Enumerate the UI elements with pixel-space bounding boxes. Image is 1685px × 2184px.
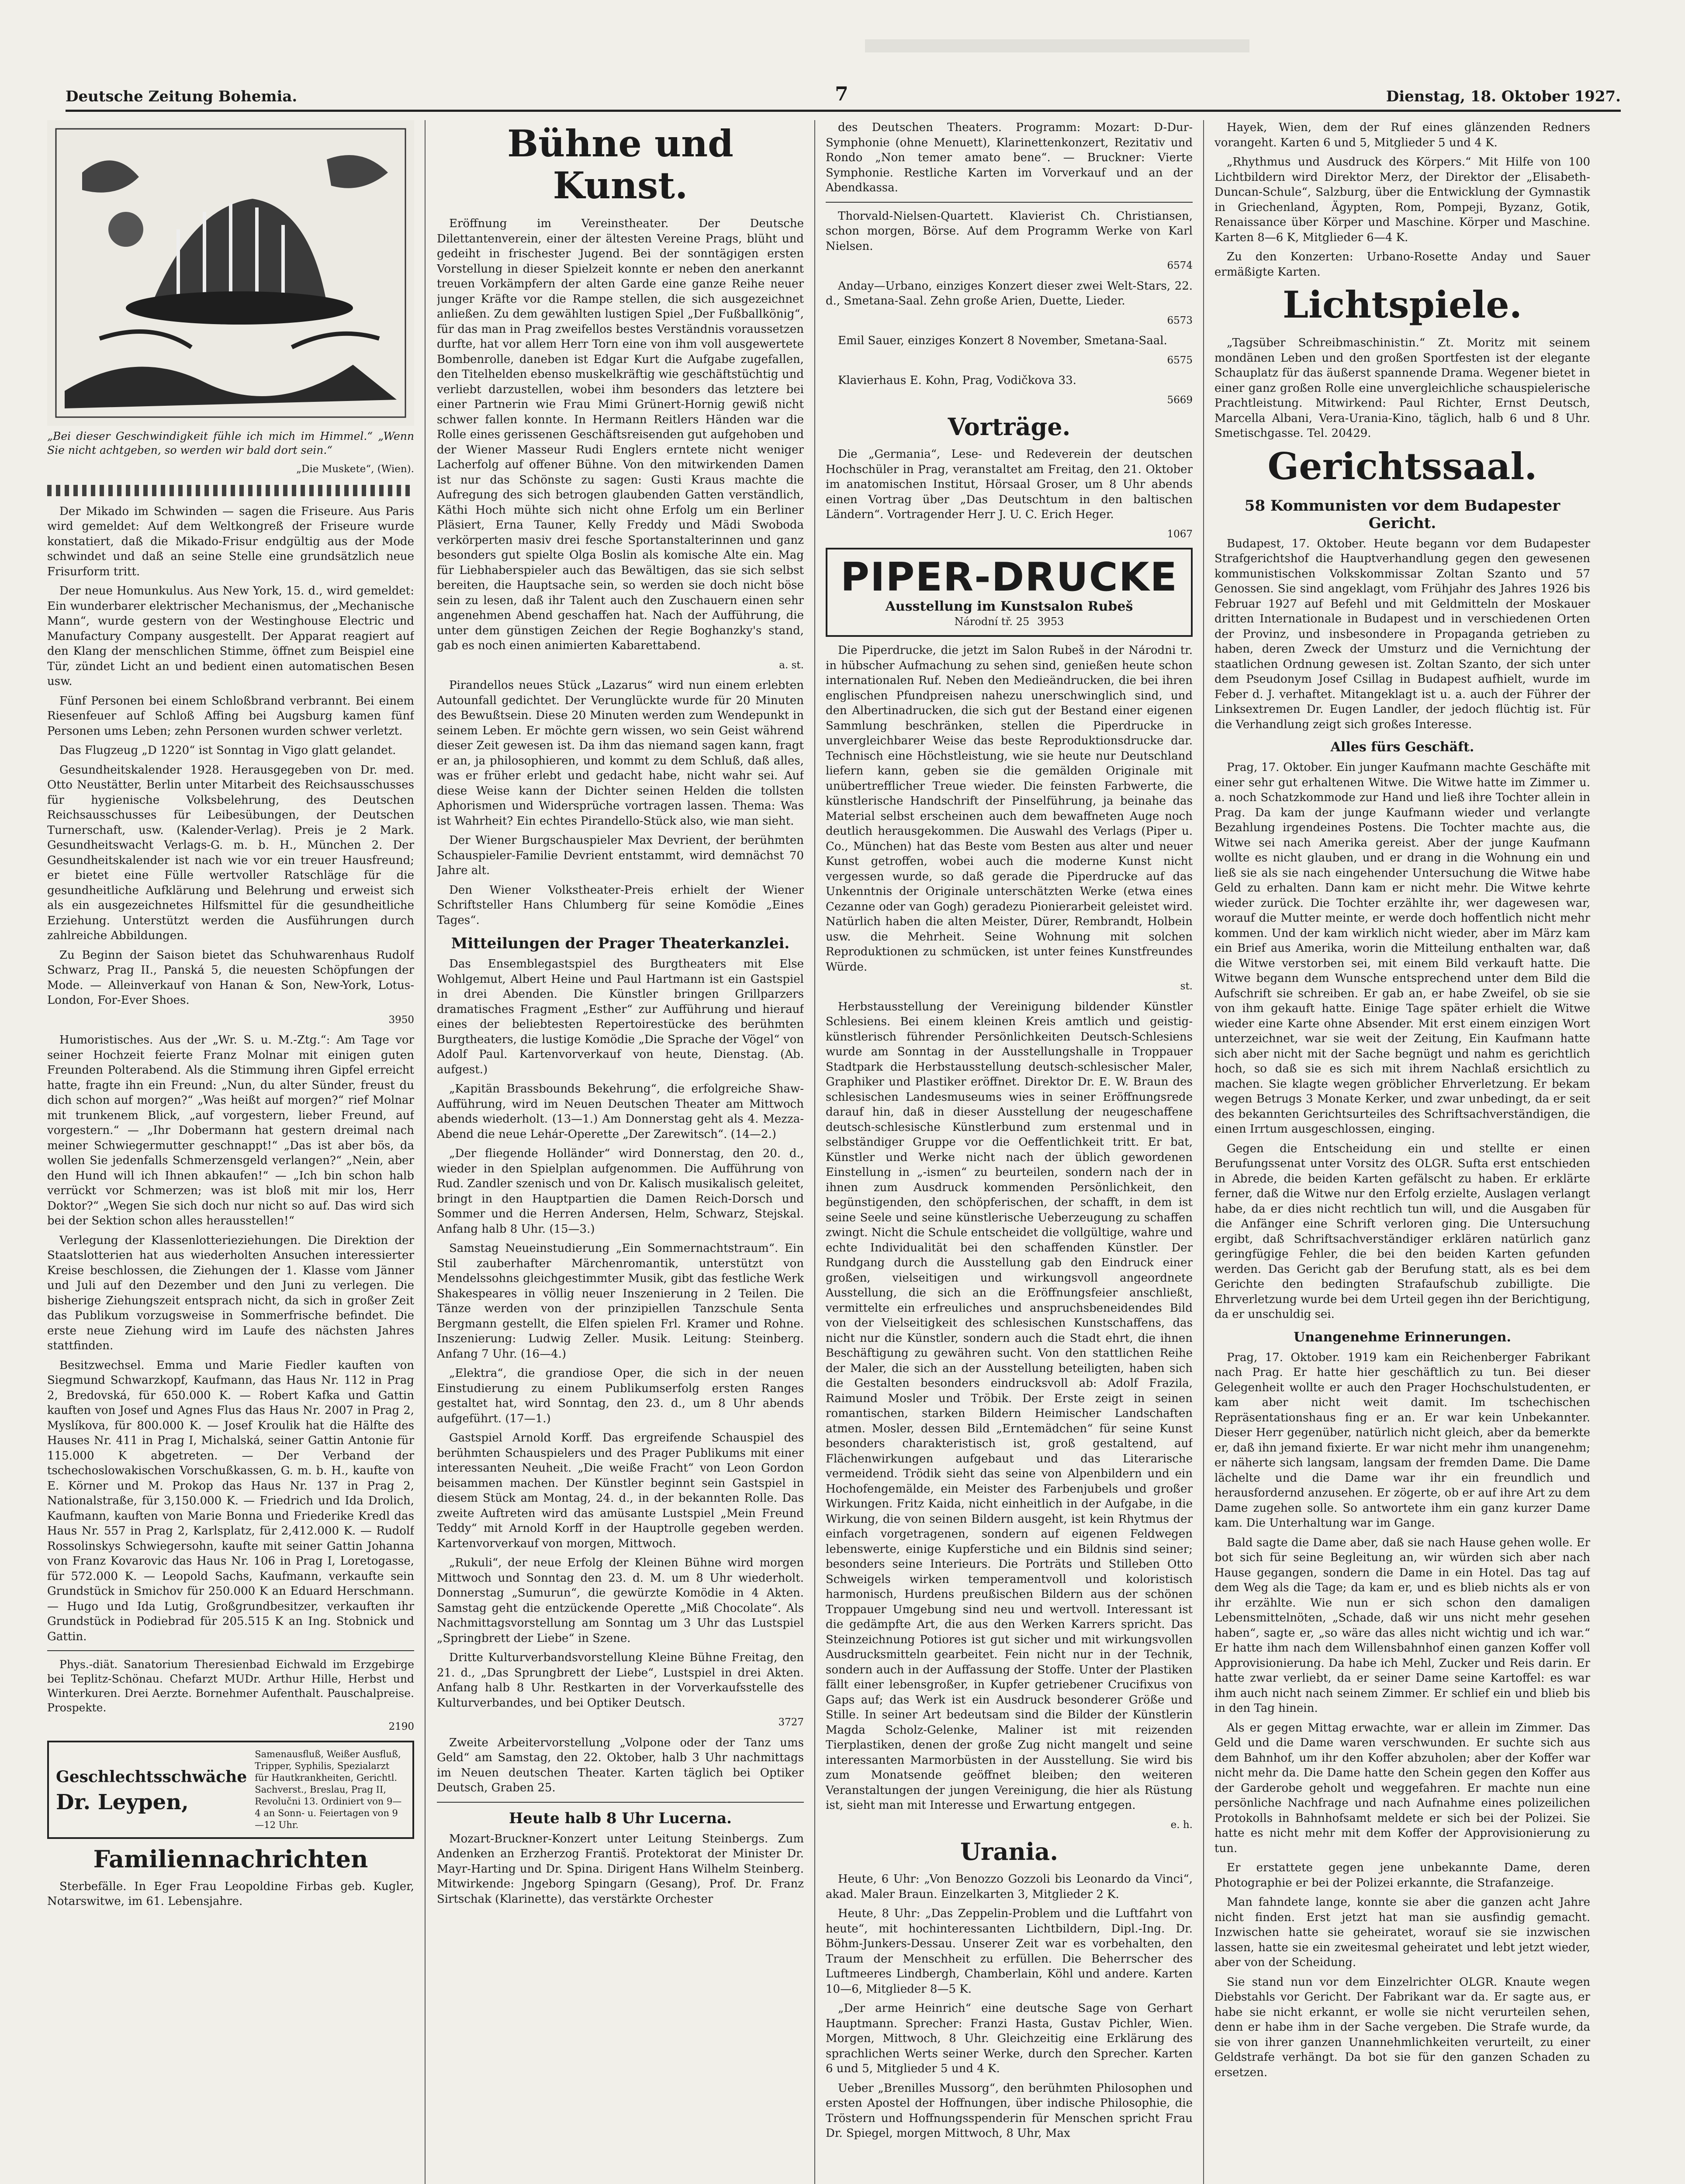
ad-piper-subtitle: Ausstellung im Kunstsalon Rubeš (885, 599, 1133, 614)
ad-piper-drucke (826, 548, 1193, 637)
news-flugzeug: Das Flugzeug „D 1220“ ist Sonntag in Vigo glatt gelandet. (59, 744, 396, 757)
news-humoristisches: Humoristisches. Aus der „Wr. S. u. M.-Ztg.“: Am Tage vor seiner Hochzeit feierte Franz Molnar mit einigen guten Freunden Polterabend. Als die Stimmung ihren Gipfel erreicht hatte, fragte ihn ein Freund: „Nun, du alter Sünder, freust du dich schon auf morgen?“ „Was heißt auf morgen?“ rief Molnar mit trunkenem Blick, „auf vorgestern, lieber Freund, auf vorgestern.“ — „Ihr Dobermann hat gestern dreimal nach meiner Schwiegermutter geschnappt!“ „Das ist aber bös, da wollen Sie jedenfalls Schmerzensgeld verlangen?“ „Nein, aber den Hund will ich Ihnen abkaufen!“ — „Ich bin schon halb verrückt vor Schmerzen; was ist bloß mit mir los, Herr Doktor?“ „Wegen Sie sich doch nur nicht so auf. Das wird sich bei der Sektion schon alles herausstellen!“ (47, 1033, 414, 1227)
article-signature: st. (1180, 981, 1193, 992)
ad-sanatorium-eichwald: Phys.-diät. Sanatorium Theresienbad Eichwald im Erzgebirge bei Teplitz-Schönau. Chefarzt MUDr. Arthur Hille, Herbst und Winterkuren. Drei Aerzte. Bornehmer Aufenthalt. Pauschalpreise. Prospekte. (47, 1658, 414, 1714)
column-1 (47, 120, 414, 2184)
issue-date: Dienstag, 18. Oktober 1927. (1386, 88, 1621, 105)
ad-number: 3953 (1037, 615, 1064, 628)
column-3 (826, 120, 1193, 2184)
section-title-gerichtssaal: Gerichtssaal. (1267, 444, 1537, 488)
notice-urania-gozzoli: Heute, 6 Uhr: „Von Benozzo Gozzoli bis Leonardo da Vinci“, akad. Maler Braun. Einzelkarten 3, Mitglieder 2 K. (826, 1873, 1193, 1901)
article-herbstausstellung: Herbstausstellung der Vereinigung bildender Künstler Schlesiens. Bei einem kleinen Kreis amtlich und geistig-künstlerisch führender Persönlichkeiten Deutsch-Schlesiens wurde am Sonntag in der Ausstellungshalle in Troppauer Stadtpark die Herbstausstellung deutsch-schlesischer Maler, Graphiker und Plastiker eröffnet. Direktor Dr. E. W. Braun des schlesischen Landesmuseums wies in seiner Eröffnungsrede darauf hin, daß in dieser Ausstellung der neugeschaffene deutsch-schlesische Künstlerbund zum erstenmal und in selbständiger Gruppe vor die Oeffentlichkeit tritt. Er bat, Künstler und Werke nicht nach der üblich gewordenen Einstellung in „-ismen“ zu beurteilen, sondern nach der in ihnen zum Ausdruck kommenden Persönlichkeit, den begünstigenden, den schöpferischen, der schafft, in dem ist seine Seele und seine künstlerische Ueberzeugung zu schaffen zwingt. Nicht die Schule entscheidet die vollgültige, wahre und echte Individualität bei den schaffenden Künstler. Der Rundgang durch die Ausstellung gab den Eindruck einer großen, vielseitigen und wirkungsvoll angeordnete Ausstellung, die sich an die Eröffnungsfeier anschließt, vermittelte ein erfreuliches und anspruchsbeneidendes Bild von der Vielseitigkeit des schlesischen Kunstschaffens, das nicht nur die Künstler, sondern auch die Stadt ehrt, die ihnen Beschäftigung zu gewähren sucht. Von den stattlichen Reihe der Maler, die sich an der Ausstellung beteiligten, haben sich die Gestalten besonders eindrucksvoll ab: Adolf Frazila, Raimund Mosler und Tröbik. Der Erste zeigt in seinen romantischen, starken Bildern Heimischer Landschaften atmen. Mosler, dessen Bild „Erntemädchen“ für seine Kunst besonders charakteristisch ist, groß gestaltend, auf Flächenwirkungen aufgebaut und das Literarische vermeidend. Trödik sieht das seine von Alpenbildern und ein Hochofengemälde, ein Meister des Farbenjubels und großer Wirkungen. Fritz Kaida, nicht einheitlich in der Aufgabe, in die Wirkung, die von seinen Bildern ausgeht, ist kein Rhytmus der einfach vorgetragenen, sondern auf eigenen Feldwegen lebenswerte, einige Kupferstiche und ein Bildnis sind seiner; besonders seine Interieurs. Die Porträts und Stilleben Otto Schweigels wirken temperamentvoll und koloristisch harmonisch, Hurdens preußischen Bildern aus der schönen Troppauer Umgebung sind neu und wertvoll. Interessant ist die gedämpfte Art, die aus den Werken Karrers spricht. Das Steinzeichnung Potiores ist gut sicher und mit wirkungsvollen Ausdrucksmitteln gearbeitet. Fein nicht nur in der Technik, sondern auch in der Auffassung der Stoffe. Unter der Plastiken fällt einer lebensgroßer, in Kupfer getriebener Crucifixus von Gaps auf; das Werk ist ein Ausdruck besonderer Größe und Stille. In seiner Art bedeutsam sind die Bilder der Künstlerin Magda Scholz-Gelenke, Maliner ist mit reizenden Tierplastiken, denen der große Zug nicht mangelt und seine interessanten Marmorbüsten in der Ausstellung. Sie wird bis zum Monatsende geöffnet bleiben; den weiteren Veranstaltungen der jungen Vereinigung, die hier als Rüstung ist, sieht man mit Interesse und Erwartung entgegen. (826, 1000, 1193, 1812)
ad-number: 3727 (778, 1717, 804, 1728)
article-erinnerungen-2: Bald sagte die Dame aber, daß sie nach Hause gehen wolle. Er bot sich für seine Begleitung an, wir würden sich aber nach Hause gegangen, sondern die Dame in ein Hotel. Das tag auf dem Weg als die Tage; da kam er, und es blieb nichts als er von ihr erzählte. Wie nun er sich schon den damaligen Lebensmittelnöten, „Schade, daß wir uns nicht mehr gesehen haben“, sagte er, „so wäre das alles nicht wichtig und ich war.“ Er hatte ihm nach dem Willensbahnhof einen ganzen Koffer voll Approvisionierung. Da habe ich Mehl, Zucker und Reis darin. Er hatte zwar verliebt, da er seiner Dame seine Kartoffel: es war ihm auch nicht nach seinem Zimmer. Er schlief ein und blieb bis in den Tag hinein. (1214, 1536, 1590, 1715)
notice-urania-mussorg: Ueber „Brenilles Mussorg“, den berühmten Philosophen und ersten Apostel der Hoffnungen, über indische Philosophie, die Tröstern und Hoffnungsspenderin für Menschen spricht Frau Dr. Spiegel, morgen Mittwoch, 8 Uhr, Max (826, 2081, 1193, 2140)
article-vereinstheater: Eröffnung im Vereinstheater. Der Deutsche Dilettantenverein, einer der ältesten Vereine Prags, blüht und gedeiht in frischester Jugend. Bei der sonntägigen ersten Vorstellung in dieser Spielzeit konnte er neben den anerkannt treuen Vorkämpfern der alten Garde eine ganze Reihe neuer junger Kräfte vor die Rampe stellen, die sich ausgezeichnet anließen. Zu dem gewählten lustigen Spiel „Der Fußballkönig“, für das man in Prag zweifellos bestes Verständnis voraussetzen durfte, hat vor allem Herr Torn eine von ihm voll ausgewertete Bombenrolle, daneben ist Edgar Kurt die Aufgabe zugefallen, den Titelhelden ebenso muskelkräftig wie geschäftstüchtig und verliebt darzustellen, wobei ihm besonders das letztere bei einer Partnerin wie Frau Mimi Grünert-Hornig gewiß nicht schwer fallen konnte. In Hermann Reitlers Händen war die Rolle eines gerissenen Geschäftsreisenden gut aufgehoben und der Wiener Masseur Rudi Englers erntete nicht weniger Lacherfolg auf offener Bühne. Von den mitwirkenden Damen ist nur das Schönste zu sagen: Gusti Kraus machte die Aufregung des sich betrogen glaubenden Gatten verständlich, Käthi Hoch mühte sich nicht ohne Erfolg um ein Berliner Pläsiert, Erna Tauner, Kelly Freddy und Mädi Swoboda verkörperten masiv drei fesche Sportanstalterinnen und ganz besonders gut spielte Olga Boslin als komische Alte ein. Mag für Liebhaberspieler auch das Bewältigen, das sie sich selbst bereiten, die Hauptsache sein, so werden sie doch nicht böse sein zu lesen, daß ihr Talent auch den Zuschauern einen sehr angenehmen Abend geschaffen hat. Nach der Aufführung, die unter dem günstigen Zeichen der Regie Boghanzky's stand, gab es noch einen animierten Kabarettabend. (437, 217, 804, 652)
notice-klavierhaus: Klavierhaus E. Kohn, Prag, Vodičkova 33. (838, 374, 1076, 387)
notice-korff: Gastspiel Arnold Korff. Das ergreifende Schauspiel des berühmten Schauspielers und des Prager Publikums mit einer interessanten Neuheit. „Die weiße Fracht“ von Leon Gordon beisammen machen. Der Künstler beginnt sein Gastspiel in diesem Stück am Montag, 24. d., in der bekannten Rolle. Das zweite Auftreten wird das amüsante Lustspiel „Mein Freund Teddy“ mit Arnold Korff in der Hauptrolle gegeben werden. Kartenvorverkauf von morgen, Mittwoch. (437, 1431, 804, 1550)
ad-number: 6574 (1167, 260, 1193, 271)
section-title-lichtspiele: Lichtspiele. (1283, 283, 1522, 326)
article-piperdrucke: Die Piperdrucke, die jetzt im Salon Rubeš in der Národni tr. in hübscher Aufmachung zu sehen sind, genießen heute schon internationalen Ruf. Neben den Medieändrucken, die bei ihren englischen Pfundpreisen nahezu unerschwinglich sind, und den Albertinadrucken, die sich gut der Bestand einer eigenen Sammlung beschränken, stellen die Piperdrucke in unvergleichbarer Weise das beste Reproduktionsdrucke dar. Technisch eine Höchstleistung, wie sie heute nur Deutschland liefern kann, geben sie die gemälden Originale mit unübertrefflicher Treue wieder. Die feinsten Farbwerte, die künstlerische Handschrift der Pinselführung, ja beinahe das Material selbst erscheinen auch dem bewaffneten Auge noch deutlich herausgekommen. Die Auswahl des Verlags (Piper u. Co., München) hat das Beste vom Besten aus alter und neuer Kunst getroffen, wobei auch die moderne Kunst nicht vergessen wurde, so daß gerade die Piperdrucke auf das Unkenntnis der Originale unterschätzten Werke (etwa eines Cezanne oder van Gogh) geradezu Pionierarbeit geleistet wird. Natürlich haben die alten Meister, Dürer, Rembrandt, Holbein usw. die Mehrheit. Seine Wohnung mit solchen Reproduktionen zu schmücken, ist unter feines Kunstfreundes Würde. (826, 644, 1193, 974)
notice-nielsen-quartett: Thorvald-Nielsen-Quartett. Klavierist Ch. Christiansen, schon morgen, Börse. Auf dem Programm Werke von Karl Nielsen. (826, 209, 1193, 253)
news-gesundheitskalender: Gesundheitskalender 1928. Herausgegeben von Dr. med. Otto Neustätter, Berlin unter Mitarbeit des Reichsausschusses für hygienische Volksbelehrung, des Deutschen Reichsausschusses für Leibesübungen, der Deutschen Turnerschaft, usw. (Kalender-Verlag). Preis je 2 Mark. Gesundheitswacht Verlags-G. m. b. H., München 2. Der Gesundheitskalender ist nach wie vor ein treuer Hausfreund; er bietet eine Fülle wertvoller Ratschläge für die gesundheitliche Aufklärung und Belehrung und erweist sich als ein ausgezeichnetes Hilfsmittel für die gesundheitliche Erziehung. Unterstützt werden die Ausführungen durch zahlreiche Abbildungen. (47, 763, 414, 942)
notice-mozart-bruckner: Mozart-Bruckner-Konzert unter Leitung Steinbergs. Zum Andenken an Erzherzog Františ. Protektorat der Minister Dr. Mayr-Harting und Dr. Spina. Dirigent Hans Wilhelm Steinberg. Mitwirkende: Jngeborg Spingarn (Gesang), Prof. Dr. Franz Sirtschak (Klarinette), das verstärkte Orchester (437, 1832, 804, 1906)
article-budapest: Budapest, 17. Oktober. Heute begann vor dem Budapester Strafgerichtshof die Hauptverhandlung gegen den gewesenen kommunistischen Volkskommissar Zoltan Szanto und 57 Genossen. Sie sind angeklagt, vom Frühjahr des Jahres 1926 bis Februar 1927 auf Befehl und mit Geldmitteln der Moskauer dritten Internationale in Budapest und in verschiedenen Orten der Provinz, und insbesondere in Propaganda getrieben zu haben, deren Zweck der Umsturz und die Vernichtung der staatlichen Ordnung gewesen ist. Zoltan Szanto, der sich unter dem Pseudonym Josef Csillag in Budapest aufhielt, wurde im Feber d. J. verhaftet. Mitangeklagt ist u. a. auch der Führer der Linksextremen Dr. Eugen Landler, der jedoch flüchtig ist. Für die Verhandlung zeigt sich großes Interesse. (1214, 537, 1590, 731)
notice-konzerte: Zu den Konzerten: Urbano-Rosette Anday und Sauer ermäßigte Karten. (1214, 250, 1590, 279)
ad-number: 6573 (1167, 314, 1193, 326)
notice-rukuli: „Rukuli“, der neue Erfolg der Kleinen Bühne wird morgen Mittwoch und Sonntag den 23. d. M. um 8 Uhr wiederholt. Donnerstag „Sumurun“, die gewürzte Komödie in 4 Akten. Samstag geht die entzückende Operette „Miß Chocolate“. Als Nachmittagsvorstellung am Sonntag um 3 Uhr das Lustspiel „Springbrett der Liebe“ in Szene. (437, 1556, 804, 1645)
notice-hollaender: „Der fliegende Holländer“ wird Donnerstag, den 20. d., wieder in den Spielplan aufgenommen. Die Aufführung von Rud. Zandler szenisch und von Dr. Kalisch musikalisch geleitet, bringt in den Hauptpartien die Damen Reich-Dorsch und Sommer und die Herren Andersen, Helm, Schwarz, Stejskal. Anfang halb 8 Uhr. (15—3.) (437, 1147, 804, 1236)
notice-rhythmus: „Rhythmus und Ausdruck des Körpers.“ Mit Hilfe von 100 Lichtbildern wird Direktor Merz, der Direktor der „Elisabeth-Duncan-Schule“, Salzburg, über die Entwicklung der Gymnastik in Griechenland, Ägypten, Rom, Pompeji, Byzanz, Gotik, Renaissance über Körper und Maschine. Körper und Maschine. Karten 8—6 K, Mitglieder 6—4 K. (1214, 156, 1590, 244)
notice-urania-zeppelin: Heute, 8 Uhr: „Das Zeppelin-Problem und die Luftfahrt von heute“, mit hochinteressanten Lichtbildern, Dipl.-Ing. Dr. Böhm-Junkers-Dessau. Unserer Zeit war es vorbehalten, den Traum der Menschheit zu erfüllen. Die Beherrscher des Luftmeeres Lindbergh, Chamberlain, Köhl und andere. Karten 10—6, Mitglieder 8—5 K. (826, 1907, 1193, 1996)
decorative-divider (47, 485, 414, 496)
notice-hayek: Hayek, Wien, dem der Ruf eines glänzenden Redners vorangeht. Karten 6 und 5, Mitglieder 5 und 4 K. (1214, 121, 1590, 149)
ad-leypen-details: Samenausfluß, Weißer Ausfluß, Tripper, Syphilis, Spezialarzt für Hautkrankheiten, Gerichtl. Sachverst., Breslau, Prag II, Revolučni 13. Ordiniert von 9—4 an Sonn- u. Feiertagen von 9—12 Uhr. (255, 1749, 402, 1830)
ad-number: 2190 (388, 1721, 414, 1732)
ad-number: 1067 (1167, 528, 1193, 540)
divider (437, 1802, 804, 1803)
article-signature: a. st. (779, 659, 804, 671)
ad-dr-leypen (47, 1741, 414, 1839)
news-mikado: Der Mikado im Schwinden — sagen die Friseure. Aus Paris wird gemeldet: Auf dem Weltkongreß der Friseure wurde konstatiert, daß die Mikado-Frisur endgültig aus der Mode schwindet und daß an seine Stelle eine grundsätzlich neue Frisurform tritt. (47, 505, 414, 578)
article-geschaeft-1: Prag, 17. Oktober. Ein junger Kaufmann machte Geschäfte mit einer sehr gut erhaltenen Witwe. Die Witwe hatte im Zimmer u. a. noch Schatzkommode zur Hand und ließ ihre Tochter allein in Prag. Da kam der junge Kaufmann wieder und verlangte Bezahlung irgendeines Postens. Die Tochter machte aus, die Witwe sei nach Amerika gereist. Aber der junge Kaufmann wollte es nicht glauben, und er drang in die Wohnung ein und ließ sie als sie nach eingehender Untersuchung die Witwe habe Geld zu erhalten. Dann kam er nicht mehr. Die Witwe kehrte wieder zurück. Die Tochter erzählte ihr, wer dagewesen war, worauf die Mutter meinte, er werde doch hoffentlich nicht mehr kommen. Und der kam wirklich nicht wieder, aber im März kam ein Brief aus Amerika, worin die Mitteilung enthalten war, daß die Witwe verstorben sei, mit einem Bild verkauft hatte. Die Witwe begann dem Wunsche entsprechend unter dem Bild die Aufschrift sie schreiben. Er gab an, er habe Zweifel, ob sie sie von ihm gekauft hatte. Einige Tage später erhielt die Witwe wieder eine Karte ohne Absender. Mit erst einem einzigen Wort unterzeichnet, war sie weit der Zeitung, Ein Kaufmann hatte sich aber nicht mit der Sache begnügt und nahm es gerichtlich hoch, so daß sie es sich mit ihrem Nachlaß ersichtlich zu machen. Sie klagte wegen gröblicher Ehrverletzung. Er bekam wegen Betrugs 3 Monate Kerker, und zwar unbedingt, da er seit des bekannten Gerichtsurteiles des Schriftsachverständigen, die einen Irrtum ausgeschlossen, einging. (1214, 761, 1590, 1136)
ad-leypen-heading: Geschlechtsschwäche (56, 1768, 247, 1786)
article-devrient: Der Wiener Burgschauspieler Max Devrient, der berühmten Schauspieler-Familie Devrient entstammt, wird demnächst 70 Jahre alt. (437, 834, 804, 877)
section-title-buehne-und-kunst: Bühne und Kunst. (507, 122, 734, 207)
divider (826, 202, 1193, 203)
subheading-kommunisten: 58 Kommunisten vor dem Budapester Gericht. (1244, 497, 1560, 532)
news-besitzwechsel: Besitzwechsel. Emma und Marie Fiedler kauften von Siegmund Schwarzkopf, Kaufmann, das Haus Nr. 112 in Prag 2, Bredovská, für 650.000 K. — Robert Kafka und Gattin kauften von Josef und Agnes Flus das Haus Nr. 2007 in Prag 2, Myslíkova, für 800.000 K. — Josef Kroulik hat die Hälfte des Hauses Nr. 411 in Prag I, Michalská, seiner Gattin Antonie für 115.000 K abgetreten. — Der Verband der tschechoslowakischen Vorschußkassen, G. m. b. H., kaufte von E. Körner und M. Prokop das Haus Nr. 137 in Prag 2, Nationalstraße, für 3,150.000 K. — Friedrich und Ida Drolich, Kaufmann, kauften von Marie Bonna und Friederike Kredl das Haus Nr. 557 in Prag 2, Karlsplatz, für 2,412.000 K. — Rudolf Rossolinskys Schwiegersohn, kaufte mit seiner Gattin Johanna von Franz Kovarovic das Haus Nr. 106 in Prag I, Loretogasse, für 572.000 K. — Leopold Sachs, Kaufmann, verkaufte sein Grundstück in Smichov für 250.000 K an Eduard Herschmann. — Hugo und Ida Lutig, Großgrundbesitzer, verkauften ihr Grundstück in Podiebrad für 205.515 K an Ing. Stobnick und Gattin. (47, 1358, 414, 1643)
bleed-through-text (865, 26, 1249, 70)
article-erinnerungen-6: Sie stand nun vor dem Einzelrichter OLGR. Knaute wegen Diebstahls vor Gericht. Der Fabrikant war da. Er sagte aus, er habe sie nicht erkannt, er wolle sie nicht verurteilen sehen, denn er habe ihm in der Sache vergeben. Die Strafe wurde, da sie von ihrer ganzen Unannehmlichkeiten verurteilt, zu einer Geldstrafe verhängt. Da bot sie für den ganzen Schaden zu ersetzen. (1214, 1975, 1590, 2079)
news-sterbefaelle: Sterbefälle. In Eger Frau Leopoldine Firbas geb. Kugler, Notarswitwe, im 61. Lebensjahre. (47, 1880, 414, 1908)
section-title-vortraege: Vorträge. (948, 413, 1071, 441)
article-erinnerungen-4: Er erstattete gegen jene unbekannte Dame, deren Photographie er bei der Polizei erkannte, die Strafanzeige. (1214, 1861, 1590, 1890)
article-pirandello: Pirandellos neues Stück „Lazarus“ wird nun einem erlebten Autounfall gedichtet. Der Verunglückte wurde für 20 Minuten des Bewußtsein. Diese 20 Minuten werden zum Wendepunkt in seinem Leben. Er möchte gern wissen, wo sein Geist während dieser Zeit gewesen ist. Da ihm das niemand sagen kann, fragt er an, ja philosophieren, und kommt zu dem Schluß, daß alles, was er früher erlebt und gedacht habe, nicht wahr sei. Auf diese Weise kann der Dichter seinen Helden die tollsten Aphorismen und Widersprüche vortragen lassen. Thema: Was ist Wahrheit? Ein echtes Pirandello-Stück also, wie man sieht. (437, 679, 804, 828)
ad-schuhwarenhaus: Zu Beginn der Saison bietet das Schuhwarenhaus Rudolf Schwarz, Prag II., Panská 5, die neuesten Schöpfungen der Mode. — Alleinverkauf von Hanan & Son, New-York, Lotus-London, For-Ever Shoes. (47, 948, 414, 1007)
notice-anday-urbano: Anday—Urbano, einziges Konzert dieser zwei Welt-Stars, 22. d., Smetana-Saal. Zehn große Arien, Duette, Lieder. (826, 279, 1193, 308)
news-schlossbrand: Fünf Personen bei einem Schloßbrand verbrannt. Bei einem Riesenfeuer auf Schloß Affing bei Augsburg kamen fünf Personen ums Leben; zehn Personen wurden schwer verletzt. (47, 694, 414, 738)
divider (47, 1650, 414, 1651)
article-signature: e. h. (1170, 1819, 1193, 1831)
subheading-erinnerungen: Unangenehme Erinnerungen. (1294, 1329, 1511, 1345)
notice-arbeitervorstellung: Zweite Arbeitervorstellung „Volpone oder der Tanz ums Geld“ am Samstag, den 22. Oktober, halb 3 Uhr nachmittags im Neuen deutschen Theater. Karten täglich bei Optiker Deutsch, Graben 25. (437, 1736, 804, 1794)
article-erinnerungen-5: Man fahndete lange, konnte sie aber die ganzen acht Jahre nicht finden. Erst jetzt hat man sie ausfindig gemacht. Inzwischen hatte sie geheiratet, worauf sie sie inzwischen lassen, hatte sie ein zweitesmal geheiratet und lebt jetzt wieder, aber von der Scheidung. (1214, 1896, 1590, 1969)
notice-sommernachtstraum: Samstag Neueinstudierung „Ein Sommernachtstraum“. Ein Stil zauberhafter Märchenromantik, unterstützt von Mendelssohns gleichgestimmter Musik, gibt das festliche Werk Shakespeares in völlig neuer Inszenierung in 2 Teilen. Die Tänze werden von der prinzipiellen Tanzschule Senta Bergmann gestellt, die Elfen spielen Frl. Kramer und Rohne. Inszenierung: Ludwig Zeller. Musik. Leitung: Steinberg. Anfang 7 Uhr. (16—4.) (437, 1242, 804, 1361)
notice-burgtheater: Das Ensemblegastspiel des Burgtheaters mit Else Wohlgemut, Albert Heine und Paul Hartmann ist ein Gastspiel in drei Abenden. Die Künstler bringen Grillparzers dramatisches Fragment „Esther“ zur Aufführung und hierauf eines der beliebtesten Repertoirestücke des berühmten Burgtheaters, die lustige Komödie „Die Sprache der Vögel“ von Adolf Paul. Kartenvorverkauf von heute, Dienstag. (Ab. aufgest.) (437, 957, 804, 1076)
cartoon-caption: „Bei dieser Geschwindigkeit fühle ich mich im Himmel.“ „Wenn Sie nicht achtgeben, so werden wir bald dort sein.“ (47, 430, 414, 456)
article-geschaeft-2: Gegen die Entscheidung ein und stellte er einen Berufungssenat unter Vorsitz des OLGR. Sufta erst entschieden in Abrede, die beiden Karten gefälscht zu haben. Er erklärte ferner, daß die Witwe nur den Erfolg erzielte, Auslagen verlangt habe, da er dies nicht rechtlich tun will, und die Ausgaben für die Anfänger eine Schrift verloren ging. Die Untersuchung ergibt, daß Schriftsachverständiger erklären natürlich ganz geringfügige Fehler, die bei den beiden Karten gefunden werden. Das Gericht gab der Berufung statt, als es bei dem Gerichte den bedingten Strafaufschub zubilligte. Die Ehrverletzung wurde bei dem Urteil gegen ihn der Berichtigung, da er unschuldig sei. (1214, 1142, 1590, 1321)
subheading-alles-fuers-geschaeft: Alles fürs Geschäft. (1330, 740, 1474, 755)
column-4 (1214, 120, 1590, 2184)
ad-number: 5669 (1167, 394, 1193, 406)
column-rule (1203, 120, 1204, 2184)
article-erinnerungen-3: Als er gegen Mittag erwachte, war er allein im Zimmer. Das Geld und die Dame waren verschwunden. Er suchte sich aus dem Bahnhof, um ihr den Koffer abzuholen; aber der Koffer war nicht mehr da. Die Dame hatte den Schein gegen den Koffer aus der Garderobe geholt und weggefahren. Er machte nun eine persönliche Nachfrage und nach Aufnahme eines polizeilichen Protokolls in Bahnhofsamt meldete er sich bei der Polizei. Sie hatte es nicht mehr mit dem Koffer der Approvisionierung zu tun. (1214, 1721, 1590, 1855)
notice-programm: des Deutschen Theaters. Programm: Mozart: D-Dur-Symphonie (ohne Menuett), Klarinettenkonzert, Rezitativ und Rondo „Non temer amato bene“. — Bruckner: Vierte Symphonie. Restliche Karten im Vorverkauf und an der Abendkassa. (826, 121, 1193, 194)
ad-number: 3950 (388, 1014, 414, 1026)
column-rule (425, 120, 426, 2184)
page-number: 7 (835, 83, 848, 105)
news-homunkulus: Der neue Homunkulus. Aus New York, 15. d., wird gemeldet: Ein wunderbarer elektrischer Mechanismus, der „Mechanische Mann“, wurde gestern von der Westinghouse Electric und Manufactury Company ausgestellt. Der Apparat reagiert auf den Klang der menschlichen Stimme, öffnet zum Beispiel eine Tür, zündet Licht an und bedient einen automatischen Besen usw. (47, 584, 414, 688)
notice-lichtspiele: „Tagsüber Schreibmaschinistin.“ Zt. Moritz mit seinem mondänen Leben und den großen Sportfesten ist der elegante Schauplatz für das äußerst spannende Drama. Wegener bietet in einer ganz großen Rolle eine unvergleichliche schauspielerische Prachtleistung. Mitwirkend: Paul Richter, Ernst Deutsch, Marcella Albani, Vera-Urania-Kino, täglich, halb 6 und 8 Uhr. Smetischgasse. Tel. 20429. (1214, 336, 1590, 440)
section-title-urania: Urania. (960, 1838, 1059, 1866)
notice-kulturverband: Dritte Kulturverbandsvorstellung Kleine Bühne Freitag, den 21. d., „Das Sprungbrett der Liebe“, Lustspiel in drei Akten. Anfang halb 8 Uhr. Restkarten in der Vorverkaufsstelle des Kulturverbandes, und bei Optiker Deutsch. (437, 1651, 804, 1710)
ad-leypen-name: Dr. Leypen, (56, 1790, 189, 1814)
article-erinnerungen-1: Prag, 17. Oktober. 1919 kam ein Reichenberger Fabrikant nach Prag. Er hatte hier geschäftlich zu tun. Bei dieser Gelegenheit wollte er auch den Prager Hochschulstudenten, er kam aber nicht weit damit. Im tschechischen Repräsentationshaus fing er an. Er war kein Unbekannter. Dieser Herr gegenüber, natürlich nicht gleich, aber da bemerkte er, daß ihn jemand fixierte. Er war nicht mehr ihm unangenehm; er näherte sich langsam, langsam der fremden Dame. Die Dame lächelte und die Dame war ihr ein freundlich und herausfordernd anzusehen. Er zögerte, ob er auf ihre Art zu dem Dame zugehen solle. So antwortete ihm ein ganz kurzer Dame kam. Die Unterhaltung war im Gange. (1214, 1351, 1590, 1530)
cartoon-credit: „Die Muskete“, (Wien). (296, 463, 414, 475)
cartoon-illustration (47, 120, 414, 426)
notice-emil-sauer: Emil Sauer, einziges Konzert 8 November, Smetana-Saal. (838, 334, 1167, 347)
notice-brassbound: „Kapitän Brassbounds Bekehrung“, die erfolgreiche Shaw-Aufführung, wird im Neuen Deutschen Theater am Mittwoch abends wiederholt. (13—1.) Am Donnerstag geht als 4. Mezza-Abend die neue Lehár-Operette „Der Zarewitsch“. (14—2.) (437, 1082, 804, 1141)
article-volkstheater-preis: Den Wiener Volkstheater-Preis erhielt der Wiener Schriftsteller Hans Chlumberg für seine Komödie „Eines Tages“. (437, 883, 804, 927)
notice-urania-heinrich: „Der arme Heinrich“ eine deutsche Sage von Gerhart Hauptmann. Sprecher: Franzi Hasta, Gustav Pichler, Wien. Morgen, Mittwoch, 8 Uhr. Gleichzeitig eine Erklärung des sprachlichen Werts seiner Werke, durch den Sprecher. Karten 6 und 5, Mitglieder 5 und 4 K. (826, 2002, 1193, 2075)
ad-piper-address: Národní tř. 25 (954, 615, 1030, 628)
ad-piper-title: PIPER-DRUCKE (841, 554, 1178, 600)
paper-name: Deutsche Zeitung Bohemia. (66, 88, 298, 105)
page-header (66, 81, 1621, 112)
subheading-lucerna: Heute halb 8 Uhr Lucerna. (509, 1809, 732, 1827)
subheading-theaterkanzlei: Mitteilungen der Prager Theaterkanzlei. (451, 935, 790, 952)
notice-germania: Die „Germania“, Lese- und Redeverein der deutschen Hochschüler in Prag, veranstaltet am Freitag, den 21. Oktober im anatomischen Institut, Hörsaal Groser, um 8 Uhr abends einen Vortrag über „Das Deutschtum in den baltischen Ländern“. Vortragender Herr J. U. C. Erich Heger. (826, 448, 1193, 521)
section-title-familiennachrichten: Familiennachrichten (93, 1845, 368, 1873)
news-klassenlotterie: Verlegung der Klassenlotterieziehungen. Die Direktion der Staatslotterien hat aus wiederholten Ansuchen interessierter Kreise beschlossen, die Ziehungen der 1. Klasse vom Jänner und Juli auf den Dezember und den Juni zu verlegen. Die bisherige Ziehungszeit entsprach nicht, da sich in großer Zeit das Publikum vorzugsweise in Sommerfrische befindet. Die erste neue Ziehung wird im Laufe des nächsten Jahres stattfinden. (47, 1234, 414, 1352)
column-2 (437, 120, 804, 2184)
notice-elektra: „Elektra“, die grandiose Oper, die sich in der neuen Einstudierung zu einem Publikumserfolg ersten Ranges gestaltet hat, wird Sonntag, den 23. d., um 8 Uhr abends aufgeführt. (17—1.) (437, 1367, 804, 1425)
column-rule (814, 120, 815, 2184)
ad-number: 6575 (1167, 354, 1193, 366)
